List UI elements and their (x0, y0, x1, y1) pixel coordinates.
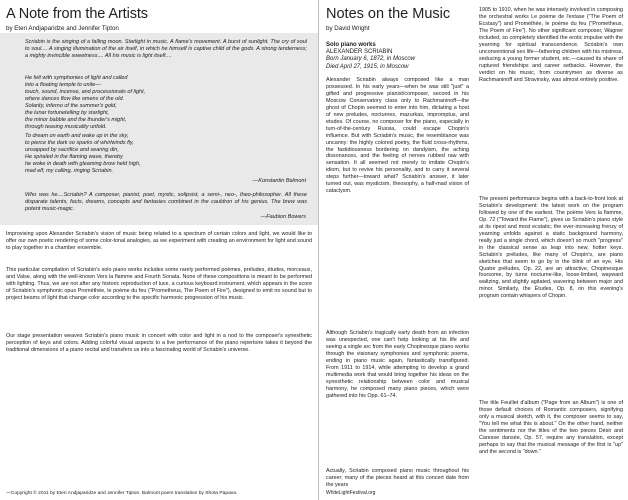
notes-col1-paragraph-3: Actually, Scriabin composed piano music throughout his career; many of the pieces heard at this concert date from the years (326, 468, 469, 488)
second-quote: Who was he....Scriabin? A composer, pianist, poet, mystic, solipsist, a semi-, neo-, theo-philosopher. All these disparate talents, facts, dreams, concepts and fantasies combined in the cauldron of his genius. The brew was potent music-magic. (25, 192, 307, 212)
poem-stanza-2: To dream on earth and wake up in the sky, to pierce the dark so sparks of whirlwinds fly, unsapped by sacrifice and searing din, He spiraled in the flaming wave, thereby he woke in death with gleaming brow held high, mad elf, my calling, ringing Scriabin. (25, 133, 141, 174)
notes-col2-paragraph-1: 1905 to 1910, when he was intensely involved in composing the orchestral works Le poème de l'extase ("The Poem of Ecstasy") and Prométhée, le poème du feu ("Prometheus, The Poem of Fire"). No other significant composer, Wagner included, so completely identified the erotic impulse with the yearning for spiritual transcendence. Scriabin's own unconventional sex life—fathering children with his mistress, seducing a young former student, etc.—caused its share of ruptured friendships and career setbacks. However, the verdict on his music, from countrymen as diverse as Rachmaninoff and Stravinsky, was almost entirely positive. (479, 7, 623, 83)
notes-col1-paragraph-2: Although Scriabin's tragically early death from an infection was unexpected, one can't help looking at his life and seeing a single arc from the early Chopinesque piano works through the visionary symphonies and symphonic poems, ending in piano music again, fantastically transfigured. From 1911 to 1914, while attempting to develop a grand multimedia work that would bring together his ideas on the synesthetic relationship between color and musical harmony, he composed many piano pieces, which were gathered into his Opp. 61–74. (326, 330, 469, 399)
second-quote-attribution: —Faubion Bowers (260, 214, 306, 220)
music-notes-title: Notes on the Music (326, 6, 451, 22)
notes-col1-paragraph-1: Alexander Scriabin always composed like a man possessed. In his early years—when he was still "just" a gifted and progressive pianist/composer, second in his Moscow Conservatory class only to Rachmaninoff—the ghost of Chopin seemed to enter into him, dictating a host of new preludes, nocturnes, mazurkas, impromptus, and etudes. Of course, no composer for the piano, especially in turn-of-the-century Russia, could escape Chopin's influence. But with Scriabin's music, the resemblance was uncanny: the highly colored poetry, the fluid cross-rhythms, the fastidiousness bordering on dandyism, the aching dissonances, and the feeling of nerves rubbed raw with sensation. It all seemed not merely to imitate Chopin's idiom, but to revive his personality, and to carry it several steps further—toward what? Scriabin's answer, it later turned out, was mysticism, theosophy, a half-mad vision of cataclysm. (326, 77, 469, 195)
notes-col2-paragraph-2: The present performance begins with a back-to-front look at Scriabin's development: the latest work on the program followed by one of the earliest. The poème Vers la flamme, Op. 72 ("Toward the Flame"), gives us Scriabin's piano style at its ripest and most ecstatic; the ever-increasing frenzy of yearning unfolds against a static background harmony, really just a single chord, which doesn't so much "progress" in the classical sense as leap into new, hotter keys. Scriabin's préludes, like many of Chopin's, are piano sketches that seem to go by in the blink of an eye. His Quatre préludes, Op. 22, are an attractive, Chopinesque foursome, by turns nocturne-like, loose-limbed, wayward waltzing, and slightly agitated, wavering between major and minor. Similarly, the Études, Op. 8, on this evening's program contain whispers of Chopin. (479, 196, 623, 300)
festival-website: WhiteLightFestival.org (326, 490, 376, 496)
artists-paragraph-3: Our stage presentation weaves Scriabin's piano music in concert with color and light in a nod to the composer's synesthetic perception of keys and colors. Adding colorful visual aspects to a live performance of the piano repertoire takes it beyond the traditional dimensions of a piano recital and transfers us into a fascinating world of Scriabin's universe. (6, 333, 312, 353)
music-notes-byline: by David Wright (326, 25, 370, 32)
quote-panel (0, 33, 318, 225)
artists-paragraph-2: This particular compilation of Scriabin's solo piano works includes some rarely performed poèmes, préludes, études, morceaux, and Valse, along with the well-known Vers la flamme and Fourth Sonata. None of these compositions is meant to be performed with lighting. Thus, we are not after any historic reproduction of luce, a curious keyboard instrument, which appears in the score of Scriabin's symphonic opus Prométhée, le poème du feu ("Prometheus, The Poem of Fire"), designed to emit no sound but to project beams of light that change color according to the specific harmonic progression of his music. (6, 267, 312, 301)
poem-stanza-1: He felt with symphonies of light and called into a floating temple to unite— touch, sound, incense, and processionals of light, where dances flow like omens of the old. Solarity, inferno of the summer's gold, the lunar fortunetelling by starlight, the minor babble and the thunder's might, through teasing musicality unfold. (25, 75, 146, 130)
poem-attribution: —Konstantin Balmont (252, 178, 306, 184)
music-notes-page (319, 0, 628, 500)
notes-col2-paragraph-3: The title Feuillet d'album ("Page from an Album") is one of those default choices of Romantic composers, signifying only a musical sketch, with it, the composer seems to say, "You tell me what this is about." On the other hand, neither the sentiments nor the titles of the two pieces Désir and Caresse dansée, Op. 57, require any translation, except perhaps to say that the musical message of the first is "up" and the second is "down." (479, 400, 623, 455)
composer-born: Born January 6, 1872, in Moscow (326, 56, 416, 63)
artists-paragraph-1: Improvising upon Alexander Scriabin's vision of music being related to a spectrum of certain colors and light, we would like to offer our own poetic rendering of some color-tonal analogies, as we experiment with creating an environment for light and sound to play together in a chamber ensemble. (6, 231, 312, 251)
composer-died: Died April 27, 1915, in Moscow (326, 63, 409, 70)
composer-name: ALEXANDER SCRIABIN (326, 49, 393, 56)
copyright-note: —Copyright © 2011 by Eteri Andjaparidze and Jennifer Tipton. Balmont poem translation by Shota Papava. (6, 491, 238, 496)
intro-quote: Scriabin is the singing of a falling moon. Starlight in music. A flame's movement. A burst of sunlight. The cry of soul to soul.... A singing illumination of the air itself, in which he himself is captive child of the gods. A strong tenderness; a mighty invincible sweetness.... All his music is light itself.... (25, 39, 307, 59)
section-heading: Solo piano works (326, 42, 376, 48)
artists-note-byline: by Eteri Andjaparidze and Jennifer Tipton (6, 25, 119, 32)
piece-header (326, 42, 469, 71)
artists-note-title: A Note from the Artists (6, 6, 148, 22)
